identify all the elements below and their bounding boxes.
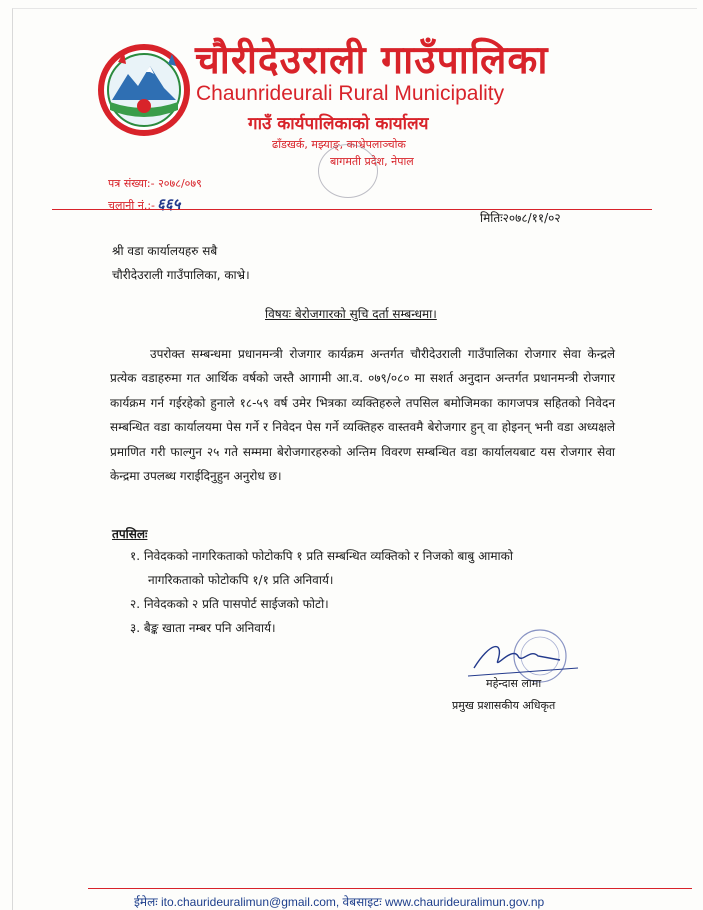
- letter-body: उपरोक्त सम्बन्धमा प्रधानमन्त्री रोजगार कार्यक्रम अन्तर्गत चौरीदेउराली गाउँपालिका रोजगार सेवा केन्द्रले प्रत्येक वडाहरुमा गत आर्थिक वर्षको जस्तै आगामी आ.व. ०७९/०८० मा सशर्त अनुदान अन्तर्गत प्रधानमन्त्री रोजगार कार्यक्रम गर्न गईरहेको हुनाले १८-५९ वर्ष उमेर भित्रका व्यक्तिहरुले तपसिल बमोजिमका कागजपत्र सहितको निवेदन सम्बन्धित वडा कार्यालयमा पेस गर्ने र निवेदन पेस गर्ने व्यक्तिहरु वास्तवमै बेरोजगार हुन् वा होइनन् भनी वडा अध्यक्षले प्रमाणित गरी फाल्गुन २५ गते सम्ममा बेरोजगारहरुको अन्तिम विवरण सम्बन्धित वडा कार्यालयबाट यस रोजगार सेवा केन्द्रमा उपलब्ध गराईदिनुहुन अनुरोध छ।: [110, 347, 615, 484]
- footer-contact: ईमेलः ito.chaurideuralimun@gmail.com, वेबसाइटः www.chaurideuralimun.gov.np: [134, 895, 545, 909]
- municipality-name-english: Chaunrideurali Rural Municipality: [196, 82, 505, 105]
- signatory-name: महेन्दास लामा: [486, 677, 542, 690]
- letter-date: मितिः२०७८/११/०२: [480, 211, 561, 225]
- attachment-item: १. निवेदकको नागरिकताको फोटोकपि १ प्रति सम्बन्धित व्यक्तिको र निजको बाबु आमाको नागरिकताको फोटोकपि १/१ प्रति अनिवार्य।: [130, 549, 513, 587]
- address-line-2: बागमती प्रदेश, नेपाल: [330, 155, 414, 168]
- recipient-line-1: श्री वडा कार्यालयहरु सबै: [112, 244, 218, 258]
- registration-label: चलानी नं.:-: [108, 199, 156, 212]
- municipality-emblem-icon: [98, 44, 190, 136]
- registration-value: ६६५: [157, 195, 181, 213]
- reference-number: पत्र संख्या:- २०७८/०७९: [108, 177, 202, 190]
- registration-number: [108, 194, 180, 214]
- office-name: गाउँ कार्यपालिकाको कार्यालय: [248, 114, 429, 134]
- attachments-heading: तपसिलः: [112, 527, 148, 541]
- office-stamp: [318, 144, 378, 198]
- header-divider: [52, 209, 652, 210]
- footer-divider: [88, 888, 692, 889]
- recipient-line-2: चौरीदेउराली गाउँपालिका, काभ्रे।: [112, 268, 250, 282]
- attachment-item: ३. बैङ्क खाता नम्बर पनि अनिवार्य।: [130, 621, 276, 635]
- letter-subject: विषयः बेरोजगारको सुचि दर्ता सम्बन्धमा।: [265, 307, 437, 321]
- municipality-name-nepali: चौरीदेउराली गाउँपालिका: [195, 38, 549, 83]
- attachment-item: २. निवेदकको २ प्रति पासपोर्ट साईजको फोटो।: [130, 597, 329, 611]
- signatory-title: प्रमुख प्रशासकीय अधिकृत: [452, 699, 556, 712]
- address-line-1: ढाँडखर्क, मझ्याङ्, काभ्रेपलाञ्चोक: [272, 138, 406, 151]
